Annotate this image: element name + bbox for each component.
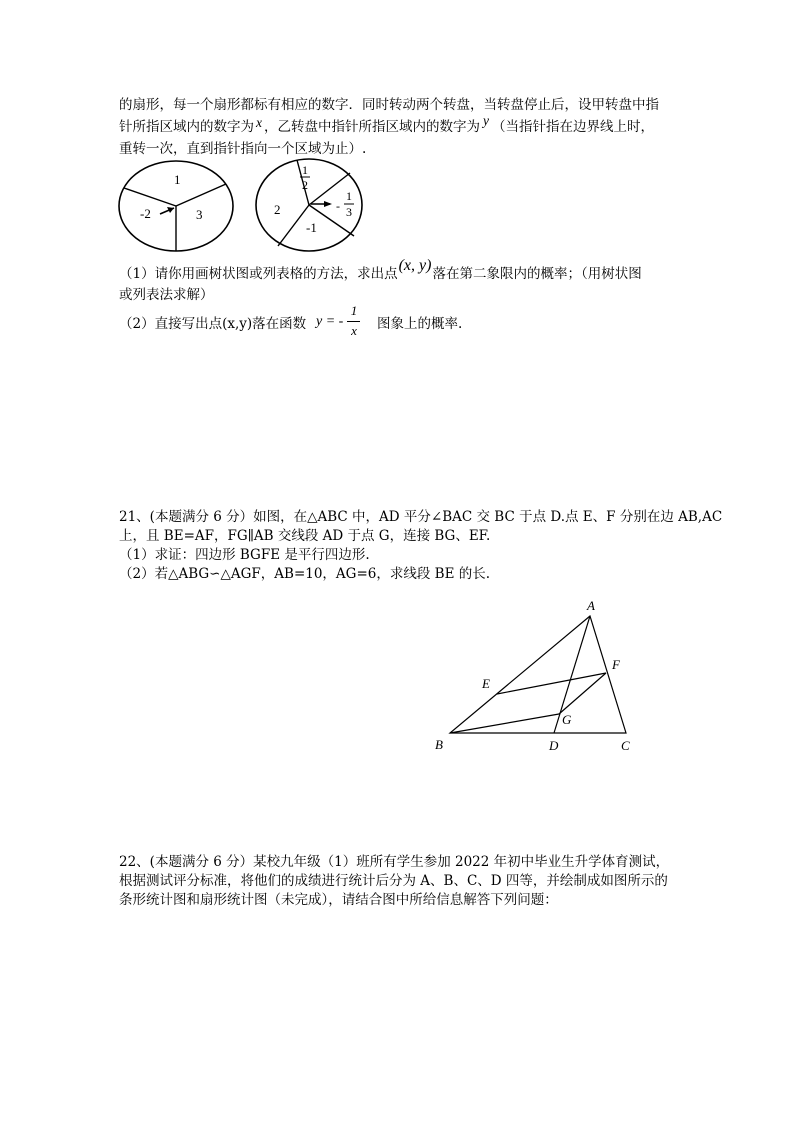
q22-text-line-3: 条形统计图和扇形统计图（未完成），请结合图中所给信息解答下列问题： xyxy=(119,892,558,908)
wheel-1-divider-right xyxy=(176,184,226,206)
point-xy: (x, y) xyxy=(398,257,432,274)
wheel-2-half-den: 2 xyxy=(302,178,308,192)
q20-line2-part-a: 针所指区域内的数字为 xyxy=(119,119,254,135)
segment-bg xyxy=(450,714,559,733)
q20-part2-text-b: 图象上的概率. xyxy=(377,316,463,332)
wheel-1-divider-left xyxy=(124,188,176,206)
label-a: A xyxy=(587,598,595,613)
triangle-figure xyxy=(425,592,645,760)
q22-text-line-2: 根据测试评分标准，将他们的成绩进行统计后分为 A、B、C、D 四等，并绘制成如图所示的 xyxy=(119,873,668,889)
var-x: x xyxy=(256,115,262,130)
label-b: B xyxy=(435,737,443,752)
q20-part1-line-2: 或列表法求解） xyxy=(119,287,214,303)
label-d: D xyxy=(549,738,559,753)
segment-ad xyxy=(554,616,590,733)
q20-part1-text-b: 落在第二象限内的概率；（用树状图 xyxy=(432,266,642,282)
q20-text-line-1: 的扇形，每一个扇形都标有相应的数字．同时转动两个转盘，当转盘停止后，设甲转盘中指 xyxy=(119,97,659,113)
spinner-wheel-2 xyxy=(254,156,366,254)
q20-text-line-2 xyxy=(119,113,654,138)
wheel-2-third-den: 3 xyxy=(346,205,352,219)
wheel-2-half-num: 1 xyxy=(302,163,308,177)
label-e: E xyxy=(482,676,490,691)
q20-text-line-3: 重转一次，直到指针指向一个区域为止）. xyxy=(119,141,367,157)
var-y: y xyxy=(483,113,489,128)
wheel-1-label-left: -2 xyxy=(140,206,151,221)
wheel-2-divider-lower-left xyxy=(278,205,309,246)
wheel-2-third-sign: - xyxy=(336,199,340,213)
wheel-2-label-bottom: -1 xyxy=(306,220,317,235)
function-lhs: y = - xyxy=(316,314,344,329)
wheel-2-pointer-head xyxy=(324,201,332,207)
q22-text-line-1: 22、(本题满分 6 分）某校九年级（1）班所有学生参加 2022 年初中毕业生升学体育测试， xyxy=(119,854,670,870)
wheel-2-divider-right xyxy=(309,173,350,205)
q21-text-line-2: 上，且 BE=AF，FG∥AB 交线段 AD 于点 G，连接 BG、EF. xyxy=(119,528,491,544)
label-g: G xyxy=(562,712,572,727)
wheel-1-label-top: 1 xyxy=(174,172,181,187)
function-numerator: 1 xyxy=(350,303,358,318)
segment-ef xyxy=(497,673,606,694)
q20-line2-part-b: ，乙转盘中指针所指区域内的数字为 xyxy=(264,119,480,135)
label-c: C xyxy=(621,738,630,753)
q21-text-line-3: （1）求证：四边形 BGFE 是平行四边形. xyxy=(119,547,370,563)
q20-line2-part-c: （当指针指在边界线上时， xyxy=(492,119,654,135)
q20-part1-text-a: （1）请你用画树状图或列表格的方法，求出点 xyxy=(119,266,398,282)
q20-part1-line-1 xyxy=(119,257,642,285)
q21-text-line-1: 21、(本题满分 6 分）如图，在△ABC 中，AD 平分∠BAC 交 BC 于点 D.点 E、F 分别在边 AB,AC xyxy=(119,509,723,525)
wheel-2-label-left: 2 xyxy=(274,202,281,217)
function-fraction-bar xyxy=(347,321,360,322)
spinner-wheel-1 xyxy=(116,158,240,254)
q20-part2-text-a: （2）直接写出点(x,y)落在函数 xyxy=(119,316,307,332)
q21-text-line-4: （2）若△ABG∽△AGF，AB=10，AG=6，求线段 BE 的长. xyxy=(119,566,491,582)
label-f: F xyxy=(612,657,620,672)
wheel-1-label-right: 3 xyxy=(196,207,203,222)
function-denominator: x xyxy=(351,323,357,338)
wheel-2-third-num: 1 xyxy=(346,189,352,203)
